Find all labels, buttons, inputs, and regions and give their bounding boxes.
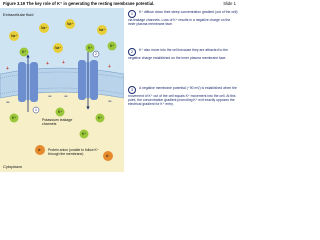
step-1-marker bbox=[33, 107, 39, 113]
sodium-ion bbox=[9, 31, 19, 41]
svg-text:K⁺: K⁺ bbox=[81, 132, 87, 137]
step-1-number: 1 bbox=[128, 10, 136, 18]
negative-charge: − bbox=[6, 100, 10, 106]
extracellular-label: Extracellular fluid bbox=[3, 12, 34, 17]
step-1-text: K⁺ diffuse down their steep concentration gradient (out of the cell) via leakage channels. Loss of K⁺ results in a negative charge on the inner plasma membrane face. bbox=[128, 10, 238, 27]
protein-anion bbox=[35, 145, 45, 155]
svg-text:K⁺: K⁺ bbox=[97, 116, 103, 121]
sodium-ion bbox=[39, 23, 49, 33]
potassium-ion bbox=[86, 44, 95, 53]
step-1-panel bbox=[128, 10, 238, 26]
step-2-panel bbox=[128, 48, 238, 60]
svg-text:Na⁺: Na⁺ bbox=[10, 34, 18, 39]
sodium-ion bbox=[65, 19, 75, 29]
step-2-text: K⁺ also move into the cell because they are attracted to the negative charge established on the inner plasma membrane face. bbox=[128, 48, 229, 60]
step-3-text: A negative membrane potential (−90 mV) is established when the movement of K⁺ out of the cell equals K⁺ movement into the cell. At this point, the concentration gradient promoting K⁺ exit exactly opposes the electrical gradient for K⁺ entry. bbox=[128, 86, 237, 107]
figure-header bbox=[0, 0, 240, 8]
svg-text:2: 2 bbox=[95, 52, 97, 57]
svg-text:Na⁺: Na⁺ bbox=[66, 22, 74, 27]
step-3-number: 3 bbox=[128, 86, 136, 94]
negative-charge: − bbox=[48, 94, 52, 100]
svg-text:K⁺: K⁺ bbox=[57, 110, 63, 115]
channel-label: Potassium leakage channels bbox=[42, 118, 73, 127]
potassium-ion bbox=[10, 114, 19, 123]
positive-charge: + bbox=[108, 64, 111, 70]
protein-anion bbox=[103, 151, 113, 161]
figure-title: Figure 3.19 The key role of K⁺ in generating the resting membrane potential. bbox=[3, 1, 155, 6]
positive-charge: + bbox=[62, 60, 65, 66]
sodium-ion bbox=[97, 25, 107, 35]
cytoplasm-label: Cytoplasm bbox=[3, 164, 22, 169]
step-2-number: 2 bbox=[128, 48, 136, 56]
svg-text:K⁺: K⁺ bbox=[109, 44, 115, 49]
potassium-ion bbox=[56, 108, 65, 117]
svg-text:Na⁺: Na⁺ bbox=[98, 28, 106, 33]
positive-charge: + bbox=[6, 66, 9, 72]
protein-label: Protein anion (unable to follow K⁺ through the membrane) bbox=[48, 148, 99, 156]
potassium-ion bbox=[96, 114, 105, 123]
svg-text:Na⁺: Na⁺ bbox=[40, 26, 48, 31]
svg-text:K⁺: K⁺ bbox=[87, 46, 93, 51]
svg-text:A⁻: A⁻ bbox=[37, 148, 43, 153]
negative-charge: − bbox=[64, 94, 68, 100]
svg-text:A⁻: A⁻ bbox=[105, 154, 111, 159]
step-2-marker bbox=[93, 51, 99, 57]
slide-number: Slide 1 bbox=[223, 1, 236, 6]
membrane-diagram bbox=[0, 8, 124, 172]
potassium-ion bbox=[20, 48, 29, 57]
svg-text:K⁺: K⁺ bbox=[21, 50, 27, 55]
negative-charge: − bbox=[108, 99, 112, 105]
sodium-ion bbox=[53, 43, 63, 53]
potassium-ion bbox=[108, 42, 117, 51]
step-3-panel bbox=[128, 86, 238, 107]
svg-text:K⁺: K⁺ bbox=[11, 116, 17, 121]
svg-text:1: 1 bbox=[35, 108, 37, 113]
svg-text:Na⁺: Na⁺ bbox=[54, 46, 62, 51]
positive-charge: + bbox=[46, 61, 49, 67]
